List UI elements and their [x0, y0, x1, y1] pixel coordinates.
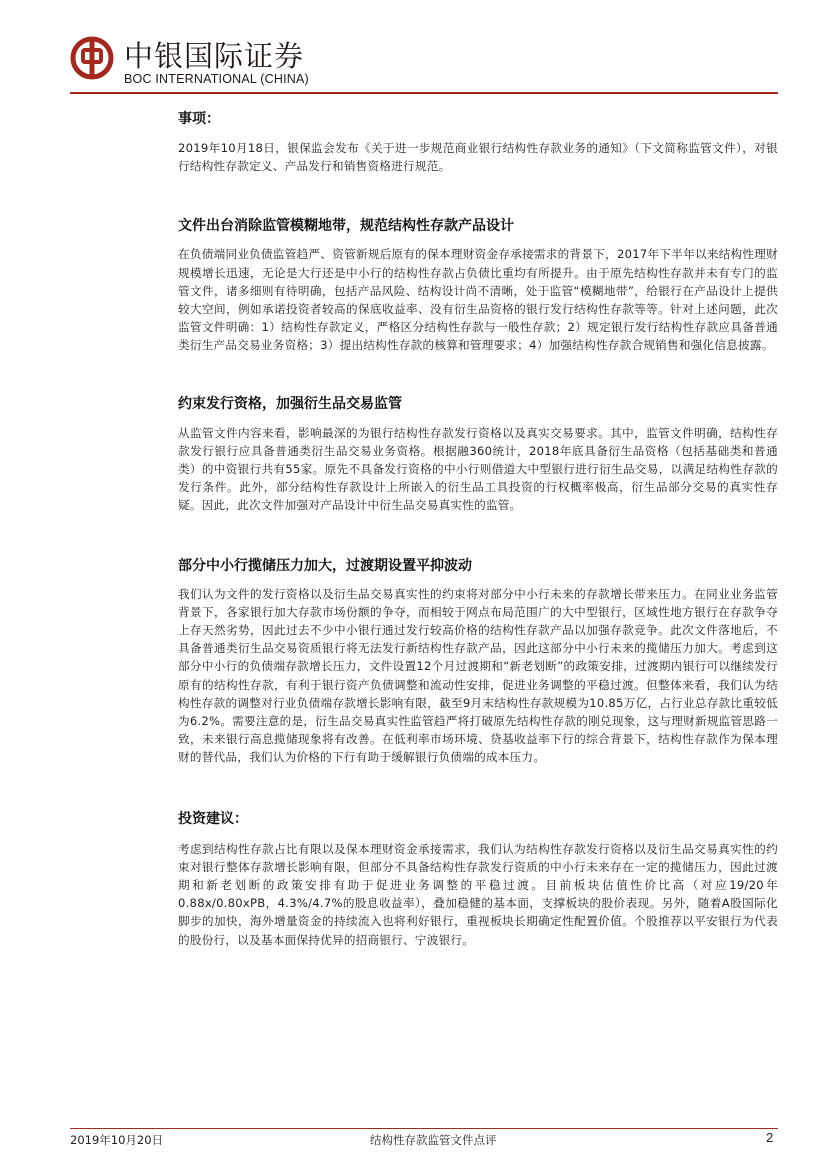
page-number: 2: [766, 1130, 774, 1145]
section-heading: 部分中小行揽储压力加大，过渡期设置平抑波动: [178, 557, 472, 574]
footer-divider: [70, 1128, 778, 1129]
brand-name-chinese: 中银国际证券: [124, 39, 305, 73]
brand-name-english: BOC INTERNATIONAL (CHINA): [124, 72, 309, 86]
section-paragraph: 我们认为文件的发行资格以及衍生品交易真实性的约束将对部分中小行未来的存款增长带来压力。在同业业务监管背景下，各家银行加大存款市场份额的争夺，而相较于网点布局范围广的大中型银行，区域性地方银行在存款争夺上存天然劣势，因此过去不少中小银行通过发行较高价格的结构性存款产品以加强存款竞争。此次文件落地后，不具备普通类衍生品交易资质银行将无法发行新结构性存款产品，因此这部分中小行未来的揽储压力加大。考虑到这部分中小行的负债端存款增长压力，文件设置12个月过渡期和“新老划断”的政策安排，过渡期内银行可以继续发行原有的结构性存款，有利于银行资产负债调整和流动性安排，促进业务调整的平稳过渡。但整体来看，我们认为结构性存款的调整对行业负债端存款增长影响有限，截至9月末结构性存款规模为10.85万亿，占行业总存款比重较低为6.2%。需要注意的是，衍生品交易真实性监管趋严将打破原先结构性存款的刚兑现象，这与理财新规监管思路一致，未来银行高息揽储现象将有改善。在低利率市场环境、贷基收益率下行的综合背景下，结构性存款作为保本理财的替代品，我们认为价格的下行有助于缓解银行负债端的成本压力。: [178, 586, 778, 765]
boc-logo-icon: [70, 36, 114, 80]
section-heading: 文件出台消除监管模糊地带，规范结构性存款产品设计: [178, 218, 514, 235]
section-paragraph: 在负债端同业负债监管趋严、资管新规后原有的保本理财资金存承接需求的背景下，2017年下半年以来结构性理财规模增长迅速，无论是大行还是中小行的结构性存款占负债比重均有所提升。由于原先结构性存款并未有专门的监管文件，诸多细则有待明确，包括产品风险、结构设计尚不清晰，处于监管“模糊地带”，给银行在产品设计上提供较大空间，例如承诺投资者较高的保底收益率、没有衍生品资格的银行发行结构性存款等等。针对上述问题，此次监管文件明确：1）结构性存款定义，严格区分结构性存款与一般性存款；2）规定银行发行结构性存款应具备普通类衍生产品交易业务资格；3）提出结构性存款的核算和管理要求；4）加强结构性存款合规销售和强化信息披露。: [178, 247, 778, 353]
report-body: [178, 108, 778, 949]
section-paragraph: 从监管文件内容来看，影响最深的为银行结构性存款发行资格以及真实交易要求。其中，监管文件明确，结构性存款发行银行应具备普通类衍生品交易业务资格。根据融360统计，2018年底具备衍生品资格（包括基础类和普通类）的中资银行共有55家。原先不具备发行资格的中小行则借道大中型银行进行衍生品交易，以满足结构性存款的发行条件。此外，部分结构性存款设计上所嵌入的衍生品工具投资的行权概率极高，衍生品部分交易的真实性存疑。因此，此次文件加强对产品设计中衍生品交易真实性的监管。: [178, 425, 778, 513]
section-paragraph: 2019年10月18日，银保监会发布《关于进一步规范商业银行结构性存款业务的通知》（下文简称监管文件），对银行结构性存款定义、产品发行和销售资格进行规范。: [178, 141, 778, 174]
page-header: [70, 30, 778, 100]
section-paragraph: 考虑到结构性存款占比有限以及保本理财资金承接需求，我们认为结构性存款发行资格以及衍生品交易真实性的约束对银行整体存款增长影响有限，但部分不具备结构性存款发行资质的中小行未来存在一定的揽储压力，因此过渡期和新老划断的政策安排有助于促进业务调整的平稳过渡。目前板块估值性价比高（对应19/20年0.88x/0.80xPB，4.3%/4.7%的股息收益率），叠加稳健的基本面，支撑板块的股价表现。另外，随着A股国际化脚步的加快，海外增量资金的持续流入也将利好银行，重视板块长期确定性配置价值。个股推荐以平安银行为代表的股份行，以及基本面保持优异的招商银行、宁波银行。: [178, 841, 778, 947]
footer-report-title: 结构性存款监管文件点评: [370, 1133, 497, 1147]
footer-date: 2019年10月20日: [70, 1133, 164, 1147]
section-heading: 事项：: [178, 111, 220, 127]
section-heading: 投资建议：: [178, 810, 248, 827]
header-divider: [70, 92, 778, 94]
section-heading: 约束发行资格，加强衍生品交易监管: [178, 395, 402, 412]
